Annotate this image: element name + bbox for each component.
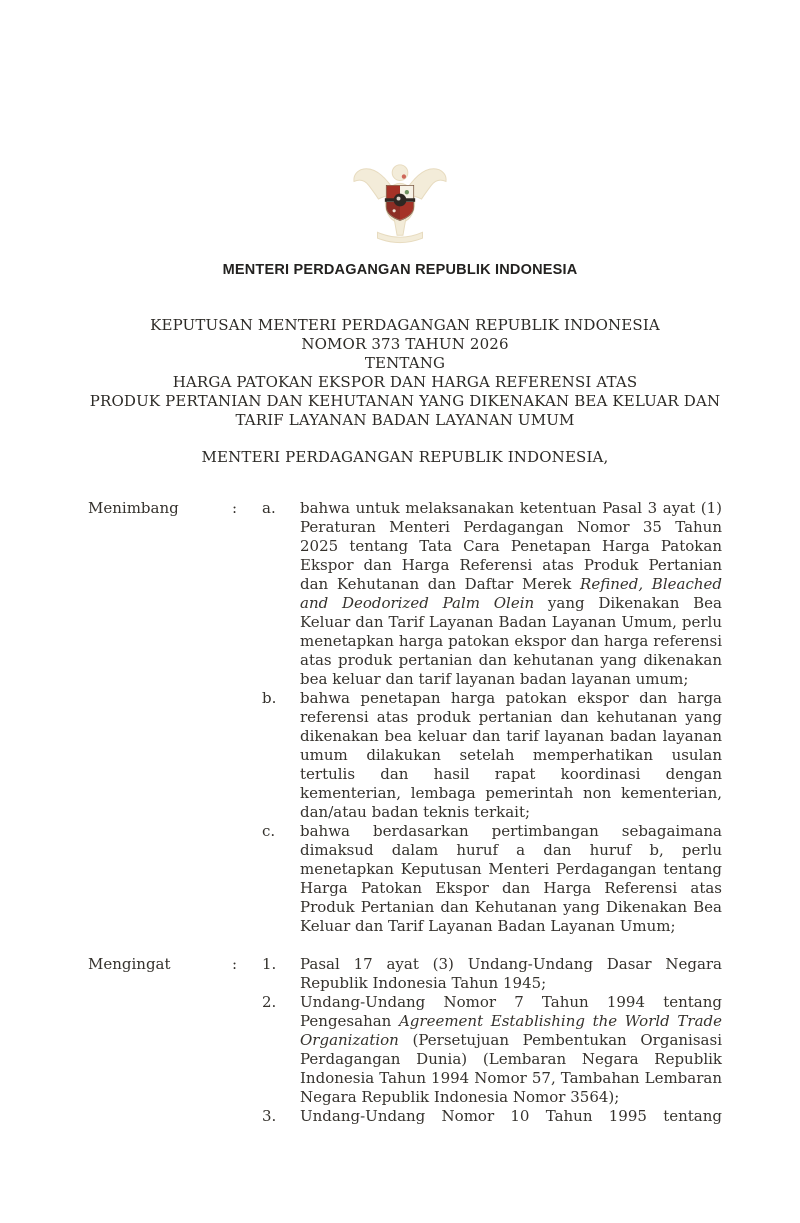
garuda-pancasila-emblem: [351, 156, 449, 246]
list-item: [262, 689, 722, 822]
item-text: bahwa berdasarkan pertimbangan sebagaimana dimaksud dalam huruf a dan huruf b, perlu menetapkan Keputusan Menteri Perdagangan tentang Harga Patokan Ekspor dan Harga Referensi atas Produk Pertanian dan Kehutanan yang Dikenakan Bea Keluar dan Tarif Layanan Badan Layanan Umum;: [300, 822, 722, 935]
issuing-authority-line: MENTERI PERDAGANGAN REPUBLIK INDONESIA,: [201, 448, 609, 466]
item-marker: a.: [262, 499, 276, 517]
item-text: bahwa untuk melaksanakan ketentuan Pasal 3 ayat (1) Peraturan Menteri Perdagangan Nomor 35 Tahun 2025 tentang Tata Cara Penetapan Harga Patokan Ekspor dan Harga Referensi atas Produk Pertanian dan Kehutanan dan Daftar Merek Refined, Bleached and Deodorized Palm Olein yang Dikenakan Bea Keluar dan Tarif Layanan Badan Layanan Umum, perlu menetapkan harga patokan ekspor dan harga referensi atas produk pertanian dan kehutanan yang dikenakan bea keluar dan tarif layanan badan layanan umum;: [300, 499, 722, 688]
decree-subject-line: PRODUK PERTANIAN DAN KEHUTANAN YANG DIKENAKAN BEA KELUAR DAN: [89, 392, 721, 410]
item-text: Pasal 17 ayat (3) Undang-Undang Dasar Negara Republik Indonesia Tahun 1945;: [300, 955, 722, 992]
ministry-name: MENTERI PERDAGANGAN REPUBLIK INDONESIA: [222, 262, 578, 278]
list-item: [262, 1107, 722, 1126]
item-text: Undang-Undang Nomor 7 Tahun 1994 tentang Pengesahan Agreement Establishing the World Trade Organization (Persetujuan Pembentukan Organisasi Perdagangan Dunia) (Lembaran Negara Republik Indonesia Tahun 1994 Nomor 57, Tambahan Lembaran Negara Republik Indonesia Nomor 3564);: [300, 993, 722, 1106]
item-marker: b.: [262, 689, 277, 707]
decree-tentang-line: TENTANG: [364, 354, 446, 372]
decree-number-line: NOMOR 373 TAHUN 2026: [301, 335, 509, 353]
decree-title-block: [88, 316, 722, 430]
section-label: Menimbang: [88, 499, 179, 517]
section-menimbang: [88, 499, 722, 936]
decree-subject-line: TARIF LAYANAN BADAN LAYANAN UMUM: [235, 411, 575, 429]
section-mengingat: [88, 955, 722, 1126]
item-text: bahwa penetapan harga patokan ekspor dan harga referensi atas produk pertanian dan kehutanan yang dikenakan bea keluar dan tarif layanan badan layanan umum dilakukan setelah memperhatikan usulan tertulis dan hasil rapat koordinasi dengan kementerian, lembaga pemerintah non kementerian, dan/atau badan teknis terkait;: [300, 689, 722, 821]
decree-body: [88, 499, 722, 1126]
menimbang-item-list: [262, 499, 722, 936]
list-item: [262, 993, 722, 1107]
decree-title-line: KEPUTUSAN MENTERI PERDAGANGAN REPUBLIK INDONESIA: [150, 316, 660, 334]
item-marker: 3.: [262, 1107, 277, 1125]
emblem-container: [0, 0, 800, 246]
list-item: [262, 822, 722, 936]
list-item: [262, 955, 722, 993]
item-marker: 1.: [262, 955, 277, 973]
decree-subject-line: HARGA PATOKAN EKSPOR DAN HARGA REFERENSI ATAS: [172, 373, 638, 391]
item-marker: 2.: [262, 993, 277, 1011]
section-colon: :: [232, 499, 238, 517]
item-text: Undang-Undang Nomor 10 Tahun 1995 tentang: [300, 1107, 722, 1125]
item-marker: c.: [262, 822, 276, 840]
mengingat-item-list: [262, 955, 722, 1126]
section-label: Mengingat: [88, 955, 171, 973]
list-item: [262, 499, 722, 689]
section-colon: :: [232, 955, 238, 973]
